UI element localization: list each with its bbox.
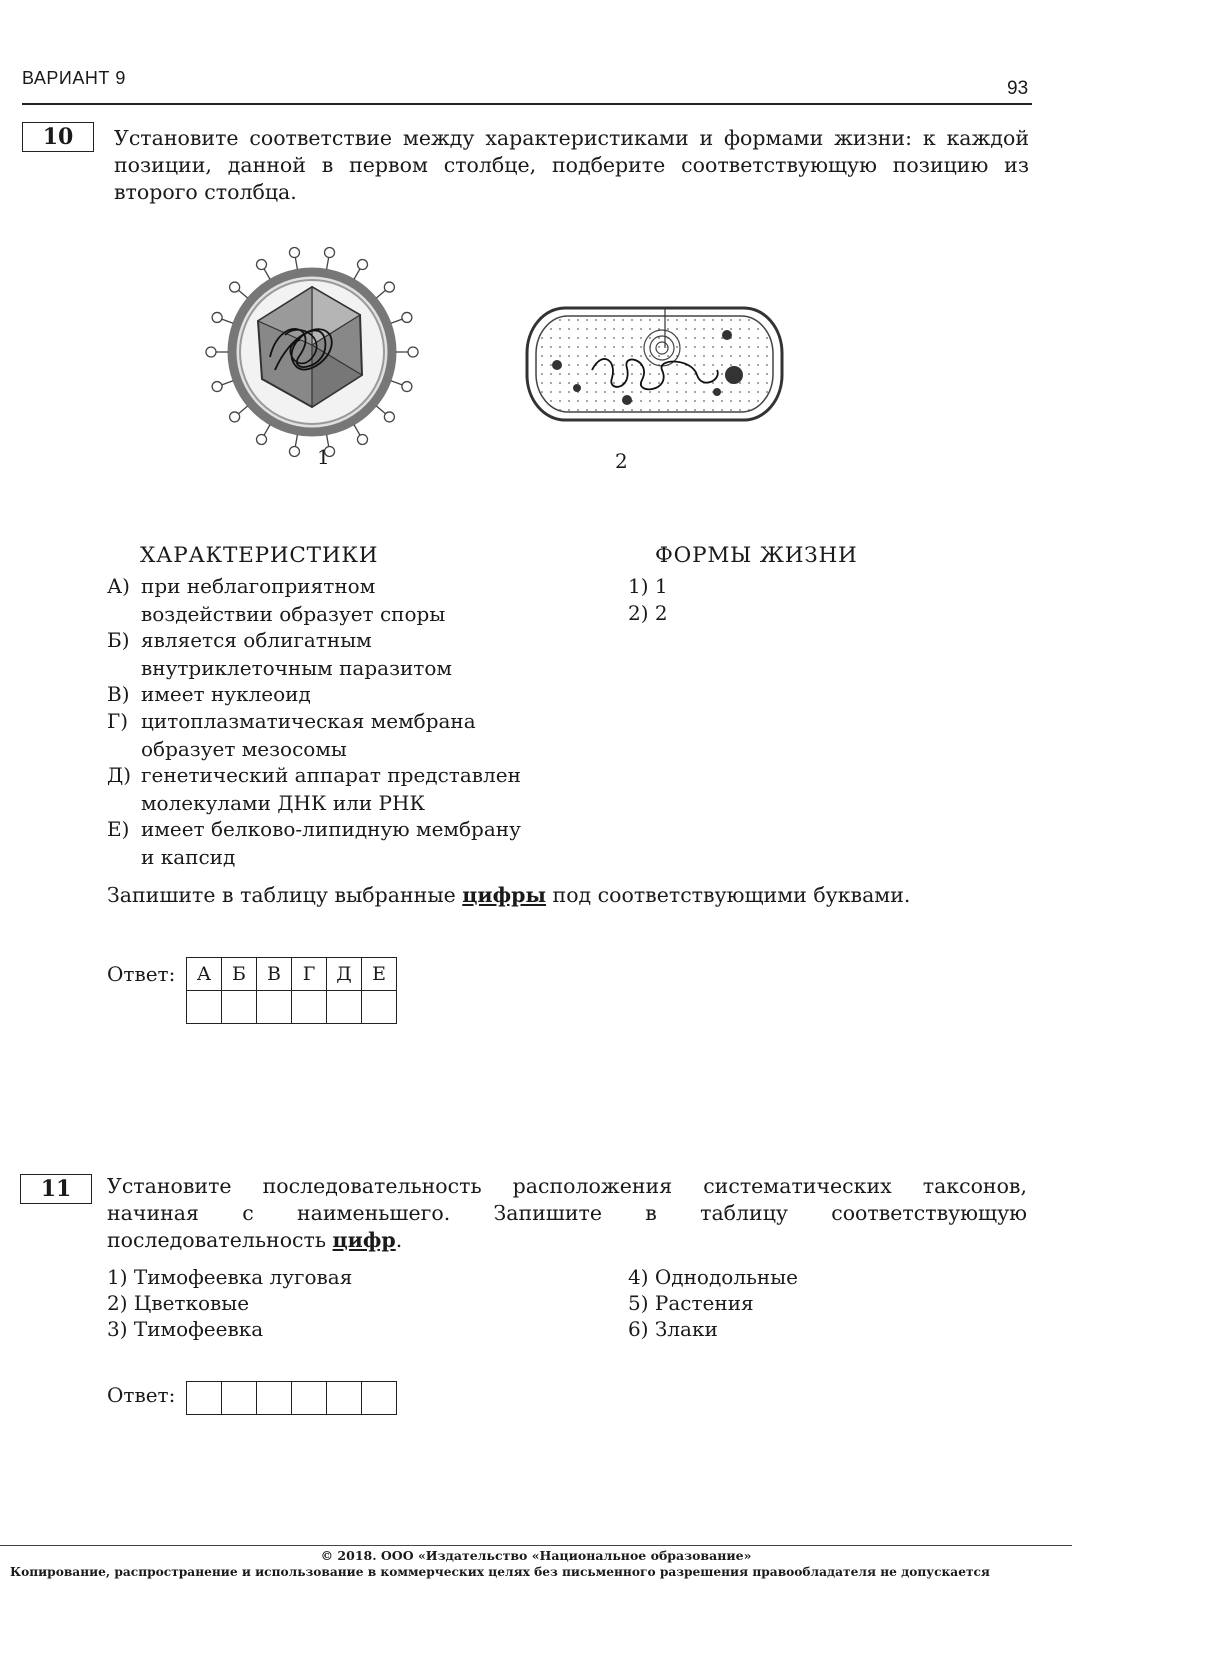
question-number-11: 11	[20, 1174, 92, 1204]
q10-instruction	[107, 881, 910, 909]
characteristic-text-cont: молекулами ДНК или РНК	[141, 791, 425, 815]
answer-cell[interactable]	[362, 991, 397, 1024]
characteristic-letter: А)	[107, 574, 130, 598]
characteristic-text-cont: воздействии образует споры	[141, 602, 446, 626]
characteristic-b	[107, 626, 452, 682]
figure-label-2: 2	[615, 449, 628, 473]
characteristic-letter: Д)	[107, 763, 132, 787]
q11-prompt-text: Установите последовательность расположения систематических таксонов, начиная с наименьшего. Запишите в таблицу соответствующую последовательность	[107, 1174, 1027, 1252]
answer-cell[interactable]	[327, 991, 362, 1024]
header-rule	[22, 103, 1032, 105]
characteristic-v	[107, 680, 311, 708]
q11-prompt	[107, 1173, 1027, 1254]
answer-header-e: Е	[362, 958, 397, 991]
characteristic-letter: В)	[107, 682, 130, 706]
q10-answer-table	[186, 957, 397, 1024]
form-option-2: 2) 2	[628, 601, 668, 625]
characteristic-letter: Г)	[107, 709, 129, 733]
q11-answer-label: Ответ:	[107, 1383, 176, 1407]
characteristic-text: при неблагоприятном	[141, 574, 376, 598]
characteristic-text-cont: внутриклеточным паразитом	[141, 656, 452, 680]
answer-cell[interactable]	[222, 991, 257, 1024]
variant-title: ВАРИАНТ 9	[22, 68, 126, 88]
answer-cell[interactable]	[292, 991, 327, 1024]
forms-heading: ФОРМЫ ЖИЗНИ	[655, 543, 858, 568]
footer-notice: Копирование, распространение и использование в коммерческих целях без письменного разрешения правообладателя не допускается	[10, 1565, 990, 1579]
characteristic-d	[107, 761, 521, 817]
q11-option-6: 6) Злаки	[628, 1317, 718, 1341]
footer-copyright: © 2018. ООО «Издательство «Национальное образование»	[320, 1548, 752, 1563]
characteristic-text: генетический аппарат представлен	[141, 763, 521, 787]
answer-header-g: Г	[292, 958, 327, 991]
answer-header-d: Д	[327, 958, 362, 991]
characteristic-a	[107, 572, 445, 628]
question-number-10: 10	[22, 122, 94, 152]
characteristic-letter: Е)	[107, 817, 130, 841]
characteristic-letter: Б)	[107, 628, 130, 652]
characteristic-e	[107, 815, 521, 871]
instruction-text-end: под соответствующими буквами.	[546, 883, 911, 907]
instruction-text: Запишите в таблицу выбранные	[107, 883, 463, 907]
q10-answer-label: Ответ:	[107, 962, 176, 986]
characteristic-text: цитоплазматическая мембрана	[141, 709, 476, 733]
answer-cell[interactable]	[257, 1382, 292, 1415]
characteristic-text: имеет нуклеоид	[141, 682, 311, 706]
characteristic-text-cont: и капсид	[141, 845, 236, 869]
answer-cell[interactable]	[292, 1382, 327, 1415]
characteristic-g	[107, 707, 476, 763]
virus-figure	[200, 245, 420, 460]
q11-option-5: 5) Растения	[628, 1291, 754, 1315]
instruction-emphasis: цифры	[462, 883, 547, 907]
q11-option-4: 4) Однодольные	[628, 1265, 798, 1289]
footer-rule	[0, 1545, 1072, 1546]
answer-cell[interactable]	[362, 1382, 397, 1415]
form-option-1: 1) 1	[628, 574, 668, 598]
q11-prompt-end: .	[395, 1228, 403, 1252]
q11-option-1: 1) Тимофеевка луговая	[107, 1265, 353, 1289]
answer-cell[interactable]	[187, 991, 222, 1024]
bacterium-figure	[522, 300, 792, 430]
characteristic-text: имеет белково-липидную мембрану	[141, 817, 521, 841]
answer-cell[interactable]	[257, 991, 292, 1024]
q10-prompt: Установите соответствие между характеристиками и формами жизни: к каждой позиции, данной в первом столбце, подберите соответствующую позицию из второго столбца.	[114, 126, 1029, 204]
answer-header-a: А	[187, 958, 222, 991]
q11-answer-table	[186, 1381, 397, 1415]
figure-label-1: 1	[317, 445, 330, 469]
q11-option-3: 3) Тимофеевка	[107, 1317, 264, 1341]
answer-cell[interactable]	[327, 1382, 362, 1415]
answer-cell[interactable]	[222, 1382, 257, 1415]
characteristic-text: является облигатным	[141, 628, 372, 652]
characteristics-heading: ХАРАКТЕРИСТИКИ	[140, 543, 379, 568]
page-number: 93	[1007, 78, 1029, 99]
characteristic-text-cont: образует мезосомы	[141, 737, 347, 761]
answer-header-b: Б	[222, 958, 257, 991]
q11-option-2: 2) Цветковые	[107, 1291, 250, 1315]
q11-prompt-emphasis: цифр	[332, 1228, 396, 1252]
answer-header-v: В	[257, 958, 292, 991]
answer-cell[interactable]	[187, 1382, 222, 1415]
